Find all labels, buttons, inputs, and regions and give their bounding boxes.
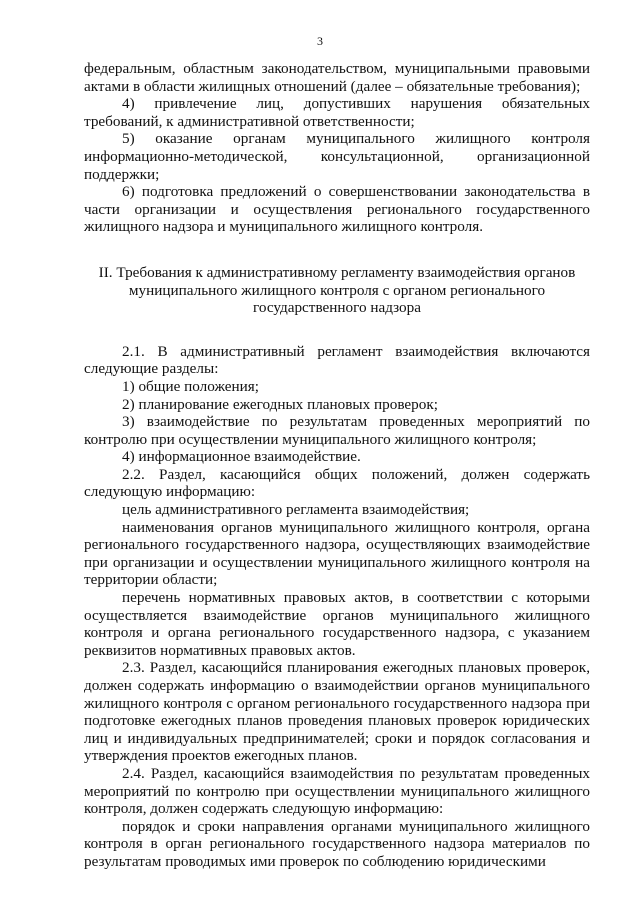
list-item: 3) взаимодействие по результатам проведенных мероприятий по контролю при осуществлении муниципального жилищного контроля; bbox=[84, 413, 590, 448]
list-item: 1) общие положения; bbox=[122, 377, 259, 395]
section-heading: II. Требования к административному регламенту взаимодействия органов муниципального жилищного контроля с органом регионального государственного надзора bbox=[98, 263, 576, 317]
document-body bbox=[84, 60, 590, 871]
paragraph-2-4: 2.4. Раздел, касающийся взаимодействия по результатам проведенных мероприятий по контролю при осуществлении муниципального жилищного контроля, должен содержать следующую информацию: bbox=[84, 764, 590, 818]
spacer bbox=[84, 317, 590, 343]
paragraph-2-3: 2.3. Раздел, касающийся планирования ежегодных плановых проверок, должен содержать информацию о взаимодействии органов муниципального жилищного контроля с органом регионального государственного надзора при подготовке ежегодных планов проведения плановых проверок юридических лиц и индивидуальных предпринимателей; сроки и порядок согласования и утверждения проектов ежегодных планов. bbox=[84, 659, 590, 765]
paragraph-item-5: 5) оказание органам муниципального жилищного контроля информационно-методической, консультационной, организационной поддержки; bbox=[84, 130, 590, 183]
paragraph-item-6: 6) подготовка предложений о совершенствовании законодательства в части организации и осуществления регионального государственного жилищного надзора и муниципального жилищного контроля. bbox=[84, 183, 590, 236]
spacer bbox=[84, 236, 590, 264]
list-item: 4) информационное взаимодействие. bbox=[122, 448, 361, 466]
paragraph-2-1: 2.1. В административный регламент взаимодействия включаются следующие разделы: bbox=[84, 342, 590, 378]
paragraph-item-4: 4) привлечение лиц, допустивших нарушения обязательных требований, к административной ответственности; bbox=[84, 95, 590, 130]
page-number: 3 bbox=[317, 34, 323, 48]
list-item: перечень нормативных правовых актов, в соответствии с которыми осуществляется взаимодействие органов муниципального жилищного контроля и органа регионального государственного надзора, с указанием реквизитов нормативных правовых актов. bbox=[84, 589, 590, 659]
list-item: 2) планирование ежегодных плановых проверок; bbox=[122, 395, 438, 413]
list-item: наименования органов муниципального жилищного контроля, органа регионального государственного надзора, осуществляющих взаимодействие при организации и осуществлении муниципального жилищного контроля на территории области; bbox=[84, 518, 590, 589]
list-item: цель административного регламента взаимодействия; bbox=[122, 501, 470, 519]
paragraph-continuation: федеральным, областным законодательством, муниципальными правовыми актами в области жилищных отношений (далее – обязательные требования); bbox=[84, 60, 590, 95]
list-item: порядок и сроки направления органами муниципального жилищного контроля в орган регионального государственного надзора материалов по результатам проводимых ими проверок по соблюдению юридическими bbox=[84, 817, 590, 870]
paragraph-2-2: 2.2. Раздел, касающийся общих положений, должен содержать следующую информацию: bbox=[84, 465, 590, 501]
